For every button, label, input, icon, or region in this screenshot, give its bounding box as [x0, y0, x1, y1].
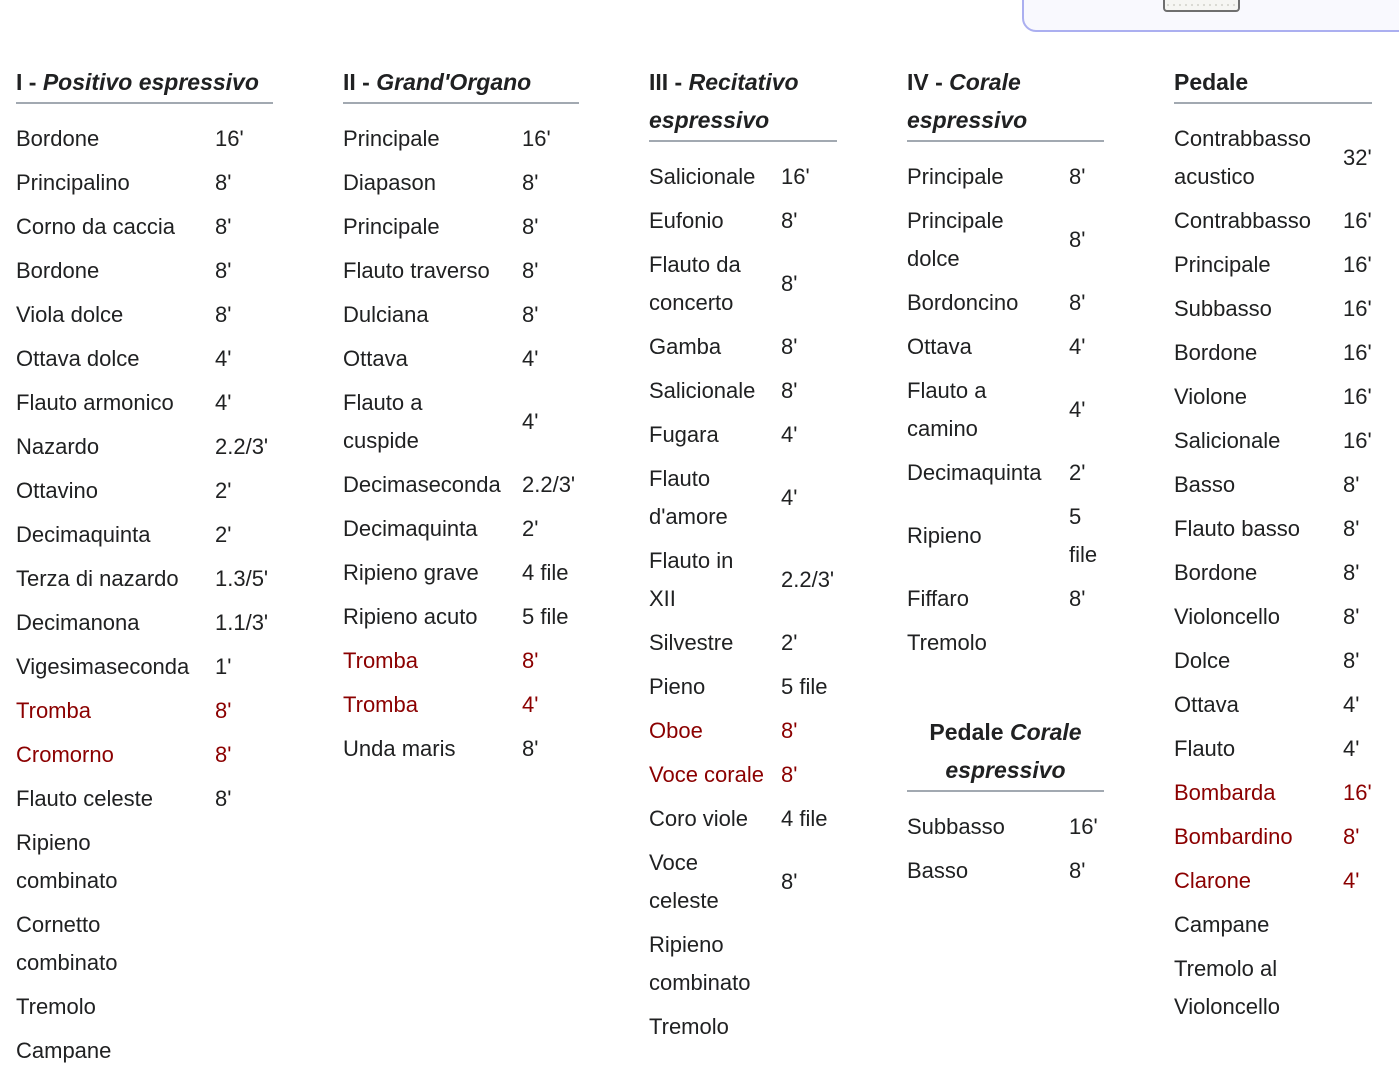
stop-row	[1174, 903, 1372, 947]
stop-row	[1174, 639, 1372, 683]
stop-row	[16, 777, 273, 821]
stop-row	[649, 841, 837, 923]
stop-pitch: 8'	[781, 718, 798, 743]
stop-pitch: 16'	[1343, 780, 1372, 805]
stop-name: Bombardino	[1174, 824, 1293, 849]
stop-row	[649, 1005, 837, 1049]
stop-name: Terza di nazardo	[16, 566, 179, 591]
stop-pitch: 4'	[781, 485, 798, 510]
stop-name: Gamba	[649, 334, 722, 359]
stop-name: Violoncello	[1174, 604, 1281, 629]
stop-row	[649, 665, 837, 709]
stop-pitch: 8'	[215, 786, 232, 811]
stop-row	[907, 621, 1104, 665]
stop-name: Bordone	[1174, 340, 1258, 365]
stop-row	[343, 117, 579, 161]
stop-row	[1174, 117, 1372, 199]
stop-row	[16, 557, 273, 601]
stop-row	[343, 463, 579, 507]
stop-pitch: 8'	[522, 214, 539, 239]
panel-button[interactable]	[1163, 0, 1240, 12]
stop-name: Pieno	[649, 674, 706, 699]
stop-row	[649, 539, 837, 621]
stop-row	[1174, 595, 1372, 639]
stop-name: Oboe	[649, 718, 703, 743]
stop-name: Bordone	[1174, 560, 1258, 585]
stop-name: Ottavino	[16, 478, 98, 503]
division-heading-italic: Grand'Organo	[376, 69, 532, 95]
stop-row	[649, 709, 837, 753]
stop-pitch: 8'	[522, 258, 539, 283]
stop-row	[907, 849, 1104, 893]
stop-pitch: 8'	[1069, 858, 1086, 883]
stop-pitch: 2'	[781, 630, 798, 655]
stop-name: Decimaquinta	[343, 516, 478, 541]
stop-row	[343, 205, 579, 249]
stop-row	[649, 413, 837, 457]
stop-row	[343, 381, 579, 463]
stop-name: Ottava	[343, 346, 408, 371]
stop-name: Eufonio	[649, 208, 724, 233]
stop-name: Flauto d'amore	[649, 466, 728, 529]
stop-name: Corno da caccia	[16, 214, 175, 239]
stop-name: Flauto	[1174, 736, 1236, 761]
stop-pitch: 4'	[215, 346, 232, 371]
stop-pitch: 8'	[781, 869, 798, 894]
stop-pitch: 16'	[1069, 814, 1098, 839]
stop-row	[907, 199, 1104, 281]
stop-name: Subbasso	[907, 814, 1005, 839]
stop-pitch: 4'	[215, 390, 232, 415]
stop-name: Flauto basso	[1174, 516, 1300, 541]
stop-name: Clarone	[1174, 868, 1252, 893]
stop-row	[343, 337, 579, 381]
stop-row	[16, 513, 273, 557]
stop-row	[907, 577, 1104, 621]
stop-name: Principale	[343, 126, 440, 151]
stop-row	[1174, 287, 1372, 331]
stop-row	[649, 621, 837, 665]
stop-name: Salicionale	[649, 378, 756, 403]
stop-pitch: 16'	[1343, 208, 1372, 233]
stop-row	[1174, 331, 1372, 375]
stop-row	[649, 325, 837, 369]
stop-name: Bombarda	[1174, 780, 1276, 805]
stop-name: Bordone	[16, 258, 100, 283]
stop-row	[1174, 683, 1372, 727]
stop-row	[649, 155, 837, 199]
stop-name: Tromba	[343, 692, 418, 717]
stop-row	[1174, 947, 1372, 1029]
division-heading-italic: Recitativo espressivo	[649, 69, 799, 133]
stop-pitch: 8'	[215, 742, 232, 767]
stop-pitch: 4'	[1069, 397, 1086, 422]
division-heading-plain: Pedale	[1174, 69, 1249, 95]
stop-name: Ripieno	[907, 523, 982, 548]
stop-row	[16, 645, 273, 689]
division-heading-plain: II -	[343, 69, 377, 95]
stop-name: Ripieno grave	[343, 560, 479, 585]
stop-pitch: 8'	[522, 648, 539, 673]
stop-row	[1174, 375, 1372, 419]
division-column	[343, 63, 579, 771]
stop-name: Bordone	[16, 126, 100, 151]
stop-pitch: 8'	[781, 334, 798, 359]
stop-row	[343, 639, 579, 683]
stop-pitch: 8'	[522, 302, 539, 327]
stop-pitch: 8'	[1343, 516, 1360, 541]
stop-name: Violone	[1174, 384, 1247, 409]
stop-pitch: 8'	[781, 762, 798, 787]
stop-name: Flauto armonico	[16, 390, 174, 415]
stop-row	[16, 821, 273, 903]
stop-name: Cromorno	[16, 742, 114, 767]
stop-pitch: 16'	[215, 126, 244, 151]
division-heading	[343, 63, 579, 104]
stop-name: Diapason	[343, 170, 436, 195]
stop-name: Fiffaro	[907, 586, 969, 611]
stop-row	[649, 923, 837, 1005]
stop-name: Contrabbasso acustico	[1174, 126, 1311, 189]
stop-pitch: 16'	[1343, 252, 1372, 277]
stop-pitch: 4'	[522, 692, 539, 717]
stop-name: Cornetto combinato	[16, 912, 118, 975]
stop-pitch: 4'	[1343, 692, 1360, 717]
stop-row	[16, 733, 273, 777]
stoplist-columns	[16, 63, 1372, 1073]
stop-pitch: 5 file	[781, 674, 828, 699]
stop-name: Flauto a cuspide	[343, 390, 423, 453]
stop-pitch: 8'	[1343, 472, 1360, 497]
stop-name: Ottava	[907, 334, 972, 359]
stop-name: Voce corale	[649, 762, 764, 787]
stop-name: Ottava	[1174, 692, 1239, 717]
stop-name: Principale dolce	[907, 208, 1004, 271]
stop-pitch: 2'	[1069, 460, 1086, 485]
stop-pitch: 5 file	[522, 604, 569, 629]
stop-name: Campane	[1174, 912, 1270, 937]
division-column	[907, 63, 1104, 893]
stop-pitch: 2'	[215, 522, 232, 547]
stop-row	[1174, 771, 1372, 815]
stop-row	[907, 369, 1104, 451]
stop-pitch: 2.2/3'	[522, 472, 576, 497]
stop-row	[1174, 243, 1372, 287]
stop-name: Basso	[907, 858, 969, 883]
stop-name: Vigesimaseconda	[16, 654, 190, 679]
stop-pitch: 2'	[215, 478, 232, 503]
division-column	[1174, 63, 1372, 1029]
stop-row	[343, 161, 579, 205]
stop-name: Tromba	[343, 648, 418, 673]
stop-pitch: 2.2/3'	[781, 567, 835, 592]
stop-row	[16, 601, 273, 645]
stop-row	[16, 469, 273, 513]
division-column	[16, 63, 273, 1073]
division-heading-plain: III -	[649, 69, 689, 95]
stop-row	[343, 727, 579, 771]
stop-name: Voce celeste	[649, 850, 719, 913]
stop-pitch: 1'	[215, 654, 232, 679]
division-heading	[16, 63, 273, 104]
stop-pitch: 8'	[1069, 227, 1086, 252]
division-heading-italic: Corale espressivo	[945, 719, 1082, 783]
stop-pitch: 8'	[781, 271, 798, 296]
stop-pitch: 4 file	[781, 806, 828, 831]
stop-row	[343, 595, 579, 639]
stop-pitch: 1.1/3'	[215, 610, 269, 635]
stop-pitch: 8'	[1343, 604, 1360, 629]
stop-name: Basso	[1174, 472, 1236, 497]
stop-name: Coro viole	[649, 806, 749, 831]
stop-pitch: 4'	[522, 409, 539, 434]
stop-name: Decimaseconda	[343, 472, 501, 497]
stop-row	[907, 495, 1104, 577]
stop-name: Principalino	[16, 170, 130, 195]
stop-name: Decimaquinta	[907, 460, 1042, 485]
stop-row	[649, 753, 837, 797]
stop-row	[649, 243, 837, 325]
stop-pitch: 8'	[215, 170, 232, 195]
stop-row	[1174, 859, 1372, 903]
stop-name: Tremolo	[16, 994, 96, 1019]
stop-name: Decimanona	[16, 610, 140, 635]
stop-row	[16, 903, 273, 985]
stop-pitch: 8'	[1343, 824, 1360, 849]
stop-pitch: 8'	[215, 302, 232, 327]
stop-row	[649, 199, 837, 243]
stop-pitch: 8'	[522, 736, 539, 761]
division-heading	[1174, 63, 1372, 104]
stop-pitch: 8'	[781, 378, 798, 403]
stop-row	[343, 507, 579, 551]
division-heading-plain: IV -	[907, 69, 950, 95]
division-heading	[649, 63, 837, 142]
stop-name: Principale	[1174, 252, 1271, 277]
stop-name: Fugara	[649, 422, 719, 447]
stop-name: Dulciana	[343, 302, 429, 327]
stop-name: Tremolo	[649, 1014, 729, 1039]
stop-pitch: 8'	[1069, 290, 1086, 315]
division-heading-plain: Pedale	[929, 719, 1010, 745]
stop-row	[16, 205, 273, 249]
stop-name: Tromba	[16, 698, 91, 723]
division-heading	[907, 713, 1104, 792]
stop-name: Flauto a camino	[907, 378, 987, 441]
stop-row	[649, 797, 837, 841]
stop-pitch: 8'	[1343, 560, 1360, 585]
stop-name: Principale	[907, 164, 1004, 189]
stop-row	[343, 683, 579, 727]
stop-row	[907, 805, 1104, 849]
stop-pitch: 8'	[215, 698, 232, 723]
stop-row	[1174, 815, 1372, 859]
stop-pitch: 1.3/5'	[215, 566, 269, 591]
stop-pitch: 16'	[781, 164, 810, 189]
stop-name: Flauto in XII	[649, 548, 734, 611]
stop-name: Viola dolce	[16, 302, 124, 327]
stop-name: Flauto celeste	[16, 786, 153, 811]
stop-row	[16, 381, 273, 425]
stop-pitch: 2.2/3'	[215, 434, 269, 459]
stop-row	[1174, 463, 1372, 507]
stop-name: Tremolo al Violoncello	[1174, 956, 1281, 1019]
stop-name: Silvestre	[649, 630, 734, 655]
stop-row	[16, 293, 273, 337]
stop-name: Ottava dolce	[16, 346, 140, 371]
stop-pitch: 16'	[1343, 340, 1372, 365]
stop-row	[343, 249, 579, 293]
stop-pitch: 4'	[1343, 736, 1360, 761]
stop-row	[1174, 551, 1372, 595]
stop-pitch: 16'	[1343, 296, 1372, 321]
stop-row	[1174, 507, 1372, 551]
stop-pitch: 4'	[1343, 868, 1360, 893]
stop-pitch: 4'	[522, 346, 539, 371]
stop-pitch: 4'	[1069, 334, 1086, 359]
stop-name: Ripieno acuto	[343, 604, 478, 629]
stop-row	[16, 425, 273, 469]
stop-pitch: 8'	[1069, 164, 1086, 189]
stop-name: Subbasso	[1174, 296, 1272, 321]
stop-name: Nazardo	[16, 434, 100, 459]
stop-pitch: 5 file	[1069, 504, 1098, 567]
stop-pitch: 16'	[522, 126, 551, 151]
stop-row	[907, 325, 1104, 369]
stop-name: Flauto traverso	[343, 258, 490, 283]
stop-row	[649, 369, 837, 413]
stop-row	[16, 117, 273, 161]
stop-row	[907, 155, 1104, 199]
stop-name: Salicionale	[1174, 428, 1281, 453]
stop-row	[343, 293, 579, 337]
stop-pitch: 16'	[1343, 428, 1372, 453]
stop-pitch: 8'	[215, 258, 232, 283]
division-heading-plain: I -	[16, 69, 43, 95]
stop-pitch: 16'	[1343, 384, 1372, 409]
stop-pitch: 4 file	[522, 560, 569, 585]
stop-pitch: 2'	[522, 516, 539, 541]
stop-pitch: 8'	[1343, 648, 1360, 673]
stop-row	[16, 249, 273, 293]
stop-name: Dolce	[1174, 648, 1231, 673]
stop-name: Decimaquinta	[16, 522, 151, 547]
stop-row	[343, 551, 579, 595]
stop-row	[649, 457, 837, 539]
division-heading-italic: Positivo espressivo	[42, 69, 259, 95]
division-column	[649, 63, 837, 1049]
stop-row	[1174, 727, 1372, 771]
division-heading	[907, 63, 1104, 142]
stop-pitch: 8'	[781, 208, 798, 233]
stop-name: Tremolo	[907, 630, 987, 655]
stop-row	[16, 985, 273, 1029]
stop-pitch: 32'	[1343, 145, 1372, 170]
stop-pitch: 4'	[781, 422, 798, 447]
stop-name: Campane	[16, 1038, 112, 1063]
stop-row	[16, 689, 273, 733]
stop-name: Contrabbasso	[1174, 208, 1311, 233]
stop-pitch: 8'	[1069, 586, 1086, 611]
stop-name: Ripieno combinato	[16, 830, 118, 893]
stop-name: Salicionale	[649, 164, 756, 189]
stop-name: Bordoncino	[907, 290, 1019, 315]
stop-row	[1174, 419, 1372, 463]
stop-name: Flauto da concerto	[649, 252, 741, 315]
stop-row	[16, 1029, 273, 1073]
stop-pitch: 8'	[522, 170, 539, 195]
stop-row	[907, 281, 1104, 325]
stop-name: Principale	[343, 214, 440, 239]
stop-row	[16, 337, 273, 381]
stop-row	[1174, 199, 1372, 243]
stop-row	[16, 161, 273, 205]
stop-pitch: 8'	[215, 214, 232, 239]
stop-name: Ripieno combinato	[649, 932, 751, 995]
stop-name: Unda maris	[343, 736, 456, 761]
stop-row	[907, 451, 1104, 495]
division-heading-italic: Corale espressivo	[907, 69, 1028, 133]
